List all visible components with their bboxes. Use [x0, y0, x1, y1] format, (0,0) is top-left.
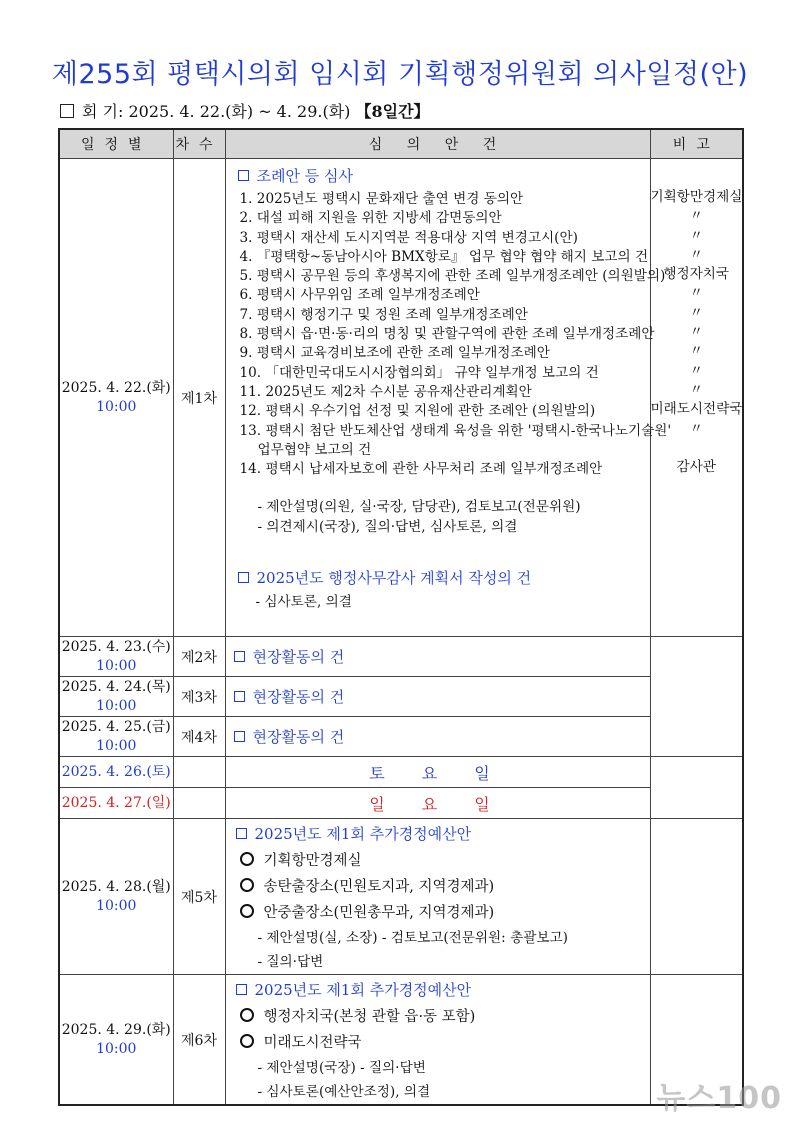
table-header-row	[59, 129, 743, 159]
day3-cha: 제3차	[173, 677, 225, 717]
day1-date: 2025. 4. 22.(화)	[61, 379, 171, 396]
day1-remark: 〃	[689, 285, 704, 302]
day4-cha: 제4차	[173, 717, 225, 757]
day2-agenda: 현장활동의 건	[234, 646, 650, 667]
day1-remark: 〃	[689, 227, 704, 244]
day1-agenda-item: 10. 「대한민국대도시시장협의회」 규약 일부개정 보고의 건	[239, 364, 599, 381]
day6-circle-item: 미래도시전략국	[240, 1030, 650, 1056]
day1-remark	[651, 439, 743, 458]
day1-proc2: - 의견제시(국장), 질의·답변, 심사토론, 의결	[257, 519, 518, 536]
table-row-day1	[59, 159, 743, 637]
header-date: 일정별	[59, 129, 173, 159]
day4-date: 2025. 4. 25.(금)	[61, 718, 171, 735]
day3-date: 2025. 4. 24.(목)	[61, 678, 171, 695]
day5-section: 2025년도 제1회 추가경정예산안	[236, 823, 650, 844]
day1-agenda-item: 9. 평택시 교육경비보조에 관한 조례 일부개정조례안	[239, 345, 550, 362]
day1-agenda-item: 13. 평택시 첨단 반도체산업 생태계 육성을 위한 '평택시-한국나노기술원'	[239, 422, 672, 439]
sun-cha	[173, 788, 225, 819]
day5-remark-cell	[650, 819, 743, 975]
day1-agenda-item: 7. 평택시 행정기구 및 정원 조례 일부개정조례안	[239, 306, 528, 323]
day1-remark: 미래도시전략국	[650, 401, 743, 418]
checkbox-square-icon	[60, 104, 74, 118]
day3-date-cell	[59, 677, 173, 717]
day1-remark: 행정자치국	[663, 266, 730, 283]
day1-section2: 2025년도 행정사무감사 계획서 작성의 건	[238, 567, 650, 588]
sat-label: 토 요 일	[225, 757, 650, 788]
header-cha: 차수	[173, 129, 225, 159]
day6-cha: 제6차	[173, 975, 225, 1106]
day2-cha: 제2차	[173, 637, 225, 677]
sat-date: 2025. 4. 26.(토)	[59, 757, 173, 788]
day1-agenda-item: 11. 2025년도 제2차 수시분 공유재산관리계획안	[239, 383, 532, 400]
blue-square-icon	[234, 731, 245, 742]
day1-agenda-item: 1. 2025년도 평택시 문화재단 출연 변경 동의안	[239, 191, 524, 207]
day1-remark: 〃	[689, 381, 704, 398]
day6-section: 2025년도 제1회 추가경정예산안	[236, 979, 650, 1000]
day1-agenda-item: 14. 평택시 납세자보호에 관한 사무처리 조례 일부개정조례안	[239, 461, 603, 478]
table-row-day3	[59, 677, 743, 717]
day5-date-cell	[59, 819, 173, 975]
table-row-sunday	[59, 788, 743, 819]
circle-bullet-icon	[240, 878, 254, 892]
day2-4-remark-cell	[650, 637, 743, 757]
session-range: 회 기: 2025. 4. 22.(화) ~ 4. 29.(화)	[82, 102, 351, 121]
day1-time: 10:00	[96, 398, 137, 415]
day1-agenda-item: 업무협약 보고의 건	[257, 441, 372, 458]
day5-circle-item: 기획항만경제실	[240, 848, 650, 874]
blue-square-icon	[234, 651, 245, 662]
day5-time: 10:00	[96, 897, 137, 914]
day4-agenda-cell	[225, 717, 650, 757]
sun-date: 2025. 4. 27.(일)	[59, 788, 173, 819]
header-remark: 비고	[650, 129, 743, 159]
day1-agenda-item: 2. 대설 피해 지원을 위한 지방세 감면동의안	[239, 210, 502, 227]
day6-date-cell	[59, 975, 173, 1106]
day6-date: 2025. 4. 29.(화)	[61, 1021, 171, 1038]
table-row-saturday	[59, 757, 743, 788]
day5-agenda-cell	[225, 819, 650, 975]
table-row-day6	[59, 975, 743, 1106]
day6-proc2: - 심사토론(예산안조정), 의결	[257, 1084, 431, 1100]
schedule-table	[58, 128, 744, 1106]
session-period	[60, 99, 430, 122]
day1-remark: 〃	[689, 324, 704, 341]
table-row-day2	[59, 637, 743, 677]
day6-proc1: - 제안설명(국장) - 질의·답변	[257, 1060, 426, 1076]
day1-agenda-item: 5. 평택시 공무원 등의 후생복지에 관한 조례 일부개정조례안 (의원발의)	[239, 268, 666, 285]
day1-remark: 〃	[689, 304, 704, 321]
day1-agenda-item: 4. 『평택항~동남아시아 BMX항로』 업무 협약 협약 해지 보고의 건	[239, 248, 649, 265]
day1-remark: 〃	[689, 246, 704, 263]
day5-proc2: - 질의·답변	[257, 954, 324, 970]
day1-agenda-item: 8. 평택시 읍·면·동·리의 명칭 및 관할구역에 관한 조례 일부개정조례안	[239, 326, 655, 343]
day2-agenda-cell	[225, 637, 650, 677]
day1-cha: 제1차	[173, 159, 225, 637]
day6-time: 10:00	[96, 1040, 137, 1057]
watermark-logo: 뉴스100	[656, 1081, 782, 1116]
day4-agenda: 현장활동의 건	[234, 726, 650, 747]
table-row-day5	[59, 819, 743, 975]
table-row-day4	[59, 717, 743, 757]
circle-bullet-icon	[240, 1034, 254, 1048]
day2-date-cell	[59, 637, 173, 677]
blue-square-icon	[234, 691, 245, 702]
day1-remarks-cell	[650, 159, 743, 637]
day1-remark-list	[650, 188, 743, 476]
sat-cha	[173, 757, 225, 788]
day5-proc1: - 제안설명(실, 소장) - 검토보고(전문위원: 총괄보고)	[257, 930, 568, 946]
day4-time: 10:00	[96, 737, 137, 754]
day2-date: 2025. 4. 23.(수)	[61, 638, 171, 655]
day3-agenda-cell	[225, 677, 650, 717]
day5-circle-item: 안중출장소(민원총무과, 지역경제과)	[240, 900, 650, 926]
day1-agenda-item: 6. 평택시 사무위임 조례 일부개정조례안	[239, 287, 480, 304]
circle-bullet-icon	[240, 1008, 254, 1022]
day5-circle-item: 송탄출장소(민원토지과, 지역경제과)	[240, 874, 650, 900]
day1-agenda-item: 12. 평택시 우수기업 선정 및 지원에 관한 조례안 (의원발의)	[239, 403, 596, 420]
weekend-remark-cell	[650, 757, 743, 819]
blue-square-icon	[236, 828, 247, 839]
day1-proc1: - 제안설명(의원, 실·국장, 담당관), 검토보고(전문위원)	[257, 499, 581, 516]
header-agenda: 심 의 안 건	[225, 129, 650, 159]
day1-remark: 〃	[689, 420, 704, 437]
day1-item-list	[226, 190, 672, 479]
session-days: 【8일간】	[355, 102, 430, 121]
day1-agenda-item: 3. 평택시 재산세 도시지역분 적용대상 지역 변경고시(안)	[239, 229, 578, 246]
day6-agenda-cell	[225, 975, 650, 1106]
day1-date-cell	[59, 159, 173, 637]
day5-cha: 제5차	[173, 819, 225, 975]
day2-time: 10:00	[96, 657, 137, 674]
day1-remark: 기획항만경제실	[650, 189, 743, 205]
sun-label: 일 요 일	[225, 788, 650, 819]
day1-remark: 〃	[689, 362, 704, 379]
day3-time: 10:00	[96, 697, 137, 714]
blue-square-icon	[238, 170, 249, 181]
blue-square-icon	[236, 984, 247, 995]
day1-remark: 〃	[689, 343, 704, 360]
day5-date: 2025. 4. 28.(월)	[61, 878, 171, 895]
day1-remark: 감사관	[676, 459, 716, 476]
day1-proc3: - 심사토론, 의결	[255, 594, 352, 611]
day4-date-cell	[59, 717, 173, 757]
day1-section1: 조례안 등 심사	[238, 165, 650, 186]
day3-agenda: 현장활동의 건	[234, 686, 650, 707]
circle-bullet-icon	[240, 904, 254, 918]
page-title: 제255회 평택시의회 임시회 기획행정위원회 의사일정(안)	[51, 59, 749, 90]
circle-bullet-icon	[240, 852, 254, 866]
blue-square-icon	[238, 572, 249, 583]
day6-circle-item: 행정자치국(본청 관할 읍·동 포함)	[240, 1004, 650, 1030]
day1-remark: 〃	[689, 208, 704, 225]
day1-agenda-cell	[225, 159, 672, 637]
